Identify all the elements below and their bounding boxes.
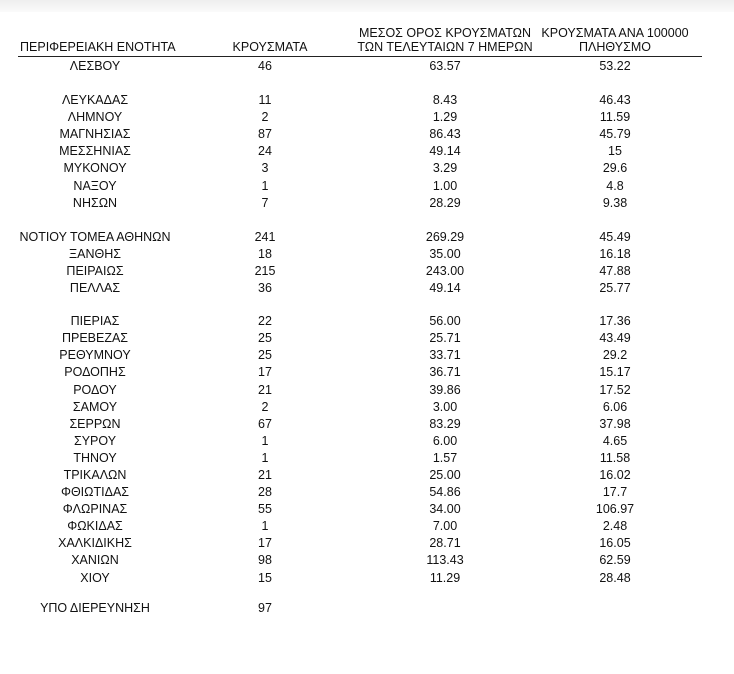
cell-per100k: 45.49 (599, 229, 631, 244)
cell-cases: 18 (258, 246, 272, 261)
cell-cases: 24 (258, 144, 272, 159)
cell-avg7: 6.00 (432, 433, 458, 448)
cell-avg7: 34.00 (429, 502, 461, 517)
cell-region: ΦΩΚΙΔΑΣ (67, 519, 123, 534)
table-row (0, 229, 734, 246)
cell-avg7: 83.29 (429, 416, 461, 431)
cell-cases: 7 (261, 195, 269, 210)
cell-cases: 55 (258, 502, 272, 517)
cell-region: ΜΕΣΣΗΝΙΑΣ (59, 144, 131, 159)
cell-cases: 2 (261, 110, 269, 125)
cell-avg7: 1.29 (432, 110, 458, 125)
cell-per100k: 4.65 (602, 433, 628, 448)
cell-region: ΜΥΚΟΝΟΥ (63, 161, 127, 176)
cell-cases: 15 (258, 570, 272, 585)
table-row (0, 126, 734, 143)
cell-avg7: 7.00 (432, 519, 458, 534)
cell-cases: 11 (258, 93, 272, 108)
cell-region: ΜΑΓΝΗΣΙΑΣ (59, 127, 131, 142)
cell-per100k: 45.79 (599, 127, 631, 142)
header-avg7-line2: ΤΩΝ ΤΕΛΕΥΤΑΙΩΝ 7 ΗΜΕΡΩΝ (357, 40, 533, 54)
cell-region: ΠΙΕΡΙΑΣ (70, 314, 120, 329)
cell-region: ΠΕΙΡΑΙΩΣ (66, 263, 124, 278)
cell-avg7: 3.29 (432, 161, 458, 176)
cell-avg7: 25.00 (429, 467, 461, 482)
header-per100k-line1: ΚΡΟΥΣΜΑΤΑ ΑΝΑ 100000 (541, 26, 689, 40)
table-row (0, 433, 734, 450)
table-row (0, 58, 734, 75)
table-row (0, 347, 734, 364)
cell-avg7: 113.43 (426, 553, 464, 568)
cell-region: ΧΑΛΚΙΔΙΚΗΣ (58, 536, 132, 551)
cell-avg7: 54.86 (429, 485, 461, 500)
table-row (0, 382, 734, 399)
cell-cases: 21 (258, 467, 272, 482)
cell-per100k: 106.97 (595, 502, 635, 517)
table-row (0, 246, 734, 263)
cell-region: ΧΙΟΥ (80, 570, 110, 585)
cell-per100k: 9.38 (602, 195, 628, 210)
cell-region: ΣΥΡΟΥ (73, 433, 117, 448)
cell-per100k: 17.7 (602, 485, 628, 500)
table-row (0, 501, 734, 518)
cell-per100k: 16.18 (599, 246, 631, 261)
cell-cases: 25 (258, 348, 272, 363)
table-row (0, 178, 734, 195)
table-row (0, 143, 734, 160)
cell-per100k: 47.88 (599, 263, 631, 278)
cell-region: ΤΗΝΟΥ (73, 450, 117, 465)
cell-avg7: 56.00 (429, 314, 461, 329)
table-row (0, 330, 734, 347)
cell-region: ΛΕΥΚΑΔΑΣ (61, 93, 129, 108)
cell-avg7: 28.71 (429, 536, 461, 551)
footer-row (0, 600, 734, 618)
cell-per100k: 62.59 (599, 553, 631, 568)
cell-per100k: 15 (608, 144, 622, 159)
cell-region: ΝΗΣΩΝ (72, 195, 118, 210)
table-row (0, 570, 734, 587)
cell-per100k: 29.2 (602, 348, 628, 363)
table-row (0, 484, 734, 501)
cell-cases: 87 (258, 127, 272, 142)
table-row (0, 364, 734, 381)
table-row (0, 450, 734, 467)
footer-cases: 97 (258, 601, 272, 615)
cell-cases: 1 (261, 433, 269, 448)
cell-avg7: 49.14 (429, 144, 461, 159)
cell-per100k: 46.43 (599, 93, 631, 108)
cell-per100k: 11.59 (599, 110, 631, 125)
cell-region: ΣΕΡΡΩΝ (69, 416, 121, 431)
cell-avg7: 1.00 (432, 178, 458, 193)
cell-cases: 98 (258, 553, 272, 568)
cell-per100k: 53.22 (599, 59, 631, 73)
table-row (0, 416, 734, 433)
cell-cases: 67 (258, 416, 272, 431)
cell-avg7: 11.29 (429, 570, 461, 585)
table-row (0, 399, 734, 416)
cell-region: ΤΡΙΚΑΛΩΝ (63, 467, 127, 482)
cell-cases: 46 (258, 59, 272, 73)
cell-per100k: 28.48 (599, 570, 631, 585)
cell-region: ΛΗΜΝΟΥ (67, 110, 123, 125)
table-row (0, 160, 734, 177)
cell-region: ΣΑΜΟΥ (72, 399, 118, 414)
table-body (0, 58, 734, 587)
cell-avg7: 36.71 (429, 365, 461, 380)
cell-avg7: 269.29 (425, 229, 465, 244)
cell-per100k: 2.48 (602, 519, 628, 534)
cell-region: ΝΟΤΙΟΥ ΤΟΜΕΑ ΑΘΗΝΩΝ (19, 229, 171, 244)
cell-region: ΝΑΞΟΥ (73, 178, 117, 193)
cell-cases: 17 (258, 536, 272, 551)
header-per100k (530, 26, 700, 54)
cell-avg7: 243.00 (425, 263, 465, 278)
table-row (0, 280, 734, 297)
cell-region: ΠΕΛΛΑΣ (69, 281, 121, 296)
cell-region: ΛΕΣΒΟΥ (69, 59, 121, 73)
header-underline (18, 56, 702, 57)
cell-avg7: 49.14 (429, 281, 461, 296)
cell-cases: 22 (258, 314, 272, 329)
cell-cases: 28 (258, 485, 272, 500)
table-row (0, 109, 734, 126)
cell-region: ΦΘΙΩΤΙΔΑΣ (60, 485, 130, 500)
table-row (0, 535, 734, 552)
cell-region: ΡΕΘΥΜΝΟΥ (59, 348, 131, 363)
cell-per100k: 29.6 (602, 161, 628, 176)
cell-cases: 1 (261, 450, 269, 465)
cell-per100k: 15.17 (599, 365, 631, 380)
table-row (0, 518, 734, 535)
header-region: ΠΕΡΙΦΕΡΕΙΑΚΗ ΕΝΟΤΗΤΑ (20, 40, 176, 54)
cell-cases: 3 (261, 161, 269, 176)
table-row (0, 467, 734, 484)
cell-per100k: 16.05 (599, 536, 631, 551)
cell-avg7: 33.71 (429, 348, 461, 363)
footer-label: ΥΠΟ ΔΙΕΡΕΥΝΗΣΗ (40, 601, 150, 615)
cell-per100k: 37.98 (599, 416, 631, 431)
cell-avg7: 25.71 (429, 331, 461, 346)
cell-region: ΧΑΝΙΩΝ (71, 553, 119, 568)
header-avg7-line1: ΜΕΣΟΣ ΟΡΟΣ ΚΡΟΥΣΜΑΤΩΝ (358, 26, 532, 40)
cell-region: ΡΟΔΟΠΗΣ (64, 365, 126, 380)
table-row (0, 195, 734, 212)
header-per100k-line2: ΠΛΗΘΥΣΜΟ (579, 40, 651, 54)
cell-cases: 241 (254, 229, 276, 244)
table-row (0, 552, 734, 569)
cell-cases: 2 (261, 399, 269, 414)
cell-avg7: 28.29 (429, 195, 461, 210)
cell-avg7: 63.57 (429, 59, 461, 73)
cell-cases: 215 (254, 263, 276, 278)
cell-cases: 1 (261, 519, 269, 534)
cell-region: ΠΡΕΒΕΖΑΣ (61, 331, 129, 346)
cell-cases: 25 (258, 331, 272, 346)
cell-avg7: 8.43 (432, 93, 458, 108)
cell-avg7: 35.00 (429, 246, 461, 261)
cell-cases: 21 (258, 382, 272, 397)
cell-avg7: 3.00 (432, 399, 458, 414)
cell-avg7: 39.86 (429, 382, 461, 397)
table-row (0, 313, 734, 330)
cell-avg7: 1.57 (432, 450, 458, 465)
cell-per100k: 25.77 (599, 281, 631, 296)
cell-per100k: 11.58 (599, 450, 631, 465)
cell-per100k: 17.52 (599, 382, 631, 397)
table-row (0, 92, 734, 109)
cell-region: ΞΑΝΘΗΣ (69, 246, 121, 261)
cell-region: ΦΛΩΡΙΝΑΣ (62, 502, 128, 517)
cell-cases: 36 (258, 281, 272, 296)
cell-avg7: 86.43 (429, 127, 461, 142)
header-avg7 (355, 26, 535, 54)
cell-per100k: 43.49 (599, 331, 631, 346)
cell-per100k: 6.06 (602, 399, 628, 414)
table-row (0, 263, 734, 280)
cell-per100k: 17.36 (599, 314, 631, 329)
cell-region: ΡΟΔΟΥ (73, 382, 117, 397)
cell-per100k: 4.8 (606, 178, 624, 193)
cell-cases: 1 (261, 178, 269, 193)
header-cases: ΚΡΟΥΣΜΑΤΑ (232, 40, 308, 54)
cell-per100k: 16.02 (599, 467, 631, 482)
cell-cases: 17 (258, 365, 272, 380)
